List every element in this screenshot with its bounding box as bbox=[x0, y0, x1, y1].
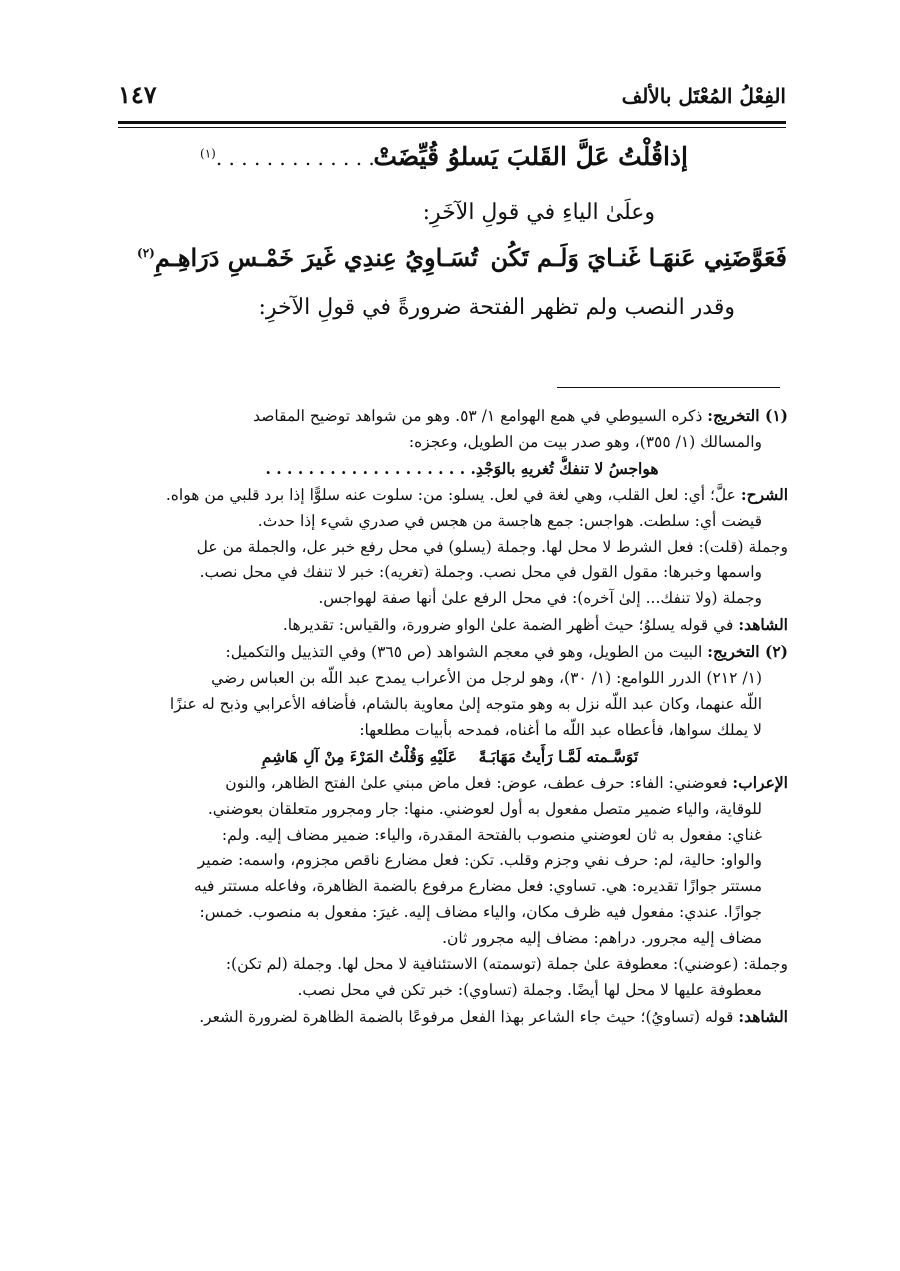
header-rule-thick bbox=[118, 121, 786, 124]
fn2-irab-4: والواو: حالية، لم: حرف نفي وجزم وقلب. تكن: فعل مضارع ناقص مجزوم، واسمه: ضمير bbox=[197, 851, 762, 870]
fn1-sharh-2: قيضت أي: سلطت. هواجس: جمع هاجسة من هجس في صدري شيء إذا حدث. bbox=[257, 511, 762, 530]
fn1-shahid bbox=[112, 612, 788, 639]
fn2-shahid-label: الشاهد: bbox=[738, 1006, 788, 1026]
dots: . . . . . . . . . . . . . . . . bbox=[215, 146, 413, 170]
fn1-line-1 bbox=[112, 403, 788, 430]
fn2-irab-5: مستتر جوازًا تقديره: هي. تساوي: فعل مضارع مرفوع بالضمة الظاهرة، وفاعله مستتر فيه bbox=[194, 877, 762, 896]
fn2-text-1: البيت من الطويل، وهو في معجم الشواهد (ص ٣٦٥) وفي التذييل والتكميل: bbox=[225, 643, 708, 662]
fn2-label: (٢) التخريج: bbox=[707, 642, 788, 662]
fn2-verse-a: تَوَسَّـمته لَمَّـا رَأَيتُ مَهَابَـةً bbox=[478, 746, 639, 766]
fn1-shahid-text: في قوله يسلوُ؛ حيث أظهر الضمة علىٰ الواو ضرورة، والقياس: تقديرها. bbox=[282, 616, 739, 635]
fn2-jumla-1: وجملة: (عوضني): معطوفة علىٰ جملة (توسمته) الاستئنافية لا محل لها. وجملة (لم تكن): bbox=[225, 955, 788, 974]
fn1-line-2: والمسالك (١/ ٣٥٥)، وهو صدر بيت من الطويل، وعجزه: bbox=[408, 432, 762, 451]
intro-line-2: وقدر النصب ولم تظهر الفتحة ضرورةً في قولِ الآخرِ: bbox=[258, 295, 735, 320]
verse-1-first-hemistich: إذاقُلْتُ عَلَّ القَلبَ يَسلوُ قُيِّضَتْ bbox=[373, 142, 688, 171]
footnote-separator bbox=[557, 387, 780, 388]
fn2-shahid bbox=[112, 1004, 788, 1031]
verse-1-second-hemistich-dots bbox=[200, 146, 413, 170]
verse-2-second-hemistich bbox=[137, 243, 478, 272]
fn1-jumla-3: وجملة (ولا تنفك... إلىٰ آخره): في محل الرفع علىٰ أنها صفة لهواجس. bbox=[318, 589, 762, 608]
fn2-line-4: لا يملك سواها، فأعطاه عبد اللَّه ما أغناه، فمدحه بأبيات مطلعها: bbox=[359, 720, 762, 739]
fn1-sharh-1 bbox=[112, 482, 788, 509]
fn2-irab-1 bbox=[112, 770, 788, 797]
verse-2-first-hemistich: فَعَوَّضَنِي عَنهَـا غَنـايَ وَلَـم تَكُن bbox=[490, 243, 787, 272]
page-number: ١٤٧ bbox=[118, 80, 157, 109]
footnote-ref-2: (٢) bbox=[137, 246, 155, 260]
fn1-verse-dots: . . . . . . . . . . . . . . . . . . . . bbox=[265, 458, 476, 478]
fn2-line-2: (١/ ٢١٢) الدرر اللوامع: (١/ ٣٠)، وهو لرجل من الأعراب يمدح عبد اللَّه بن العباس رضي bbox=[211, 669, 762, 688]
fn2-line-1 bbox=[112, 639, 788, 666]
fn2-irab-6: جوازًا. عندي: مفعول فيه ظرف مكان، والياء مضاف إليه. غيرَ: مفعول به منصوب. خمس: bbox=[199, 903, 762, 922]
fn2-jumla-2: معطوفة عليها لا محل لها أيضًا. وجملة (تساوي): خبر تكن في محل نصب. bbox=[297, 980, 762, 999]
page-header bbox=[118, 78, 786, 118]
fn2-irab-text-1: فعوضني: الفاء: حرف عطف، عوض: فعل ماض مبني علىٰ الفتح الظاهر، والنون bbox=[225, 773, 733, 792]
fn1-sharh-label: الشرح: bbox=[740, 484, 788, 504]
fn2-shahid-text: قوله (تساويُ)؛ حيث جاء الشاعر بهذا الفعل مرفوعًا بالضمة الظاهرة لضرورة الشعر. bbox=[199, 1007, 739, 1026]
verse-2-second-text: تُسَـاوِيُ عِندِي غَيرَ خَمْـسِ دَرَاهِـمِ bbox=[154, 243, 478, 272]
fn1-jumla-2: واسمها وخبرها: مقول القول في محل نصب. وجملة (تغريه): خبر لا تنفك في محل نصب. bbox=[199, 563, 762, 582]
intro-line-1: وعلَىٰ الياءِ في قولِ الآخَرِ: bbox=[422, 200, 655, 225]
fn1-shahid-label: الشاهد: bbox=[738, 615, 788, 635]
fn1-label: (١) التخريج: bbox=[707, 406, 788, 425]
fn2-verse bbox=[112, 744, 788, 770]
running-title: الفِعْلُ المُعْتَل بالألف bbox=[621, 84, 786, 108]
fn1-verse bbox=[112, 456, 788, 482]
fn2-irab-2: للوقاية، والياء ضمير متصل مفعول به أول لعوضني. منها: جار ومجرور متعلقان بعوضني. bbox=[207, 799, 762, 818]
fn1-text-1: ذكره السيوطي في همع الهوامع ١/ ٥٣. وهو من شواهد توضيح المقاصد bbox=[253, 407, 708, 425]
fn2-irab-label: الإعراب: bbox=[732, 772, 788, 792]
fn2-irab-3: غناي: مفعول به ثان لعوضني منصوب بالفتحة المقدرة، والياء: ضمير مضاف إليه. ولم: bbox=[221, 825, 762, 844]
footnote-ref-1: (١) bbox=[200, 146, 216, 161]
fn1-verse-text: هواجسُ لا تنفكُّ تُغريهِ بالوَجْدِ bbox=[475, 458, 659, 478]
fn2-verse-b: عَلَيْهِ وَقُلْتُ المَرْءَ مِنْ آلِ هَاشِمِ bbox=[261, 746, 458, 766]
fn1-sharh-text-1: علَّ؛ أي: لعل القلب، وهي لغة في لعل. يسلو: من: سلوت عنه سلوًّا إذا برد قلبي من هواه. bbox=[165, 485, 741, 504]
footnotes bbox=[112, 403, 788, 1031]
fn1-jumla-1: وجملة (قلت): فعل الشرط لا محل لها. وجملة (يسلو) في محل رفع خبر عل، والجملة من عل bbox=[196, 537, 788, 556]
header-rule-thin bbox=[118, 127, 786, 128]
fn2-line-3: اللَّه عنهما، وكان عبد اللَّه نزل به وهو متوجه إلىٰ معاوية بالشام، فأضافه الأعرابي وذبح له عنزًا bbox=[169, 694, 762, 713]
fn2-irab-7: مضاف إليه مجرور. دراهم: مضاف إليه مجرور ثان. bbox=[442, 929, 762, 948]
